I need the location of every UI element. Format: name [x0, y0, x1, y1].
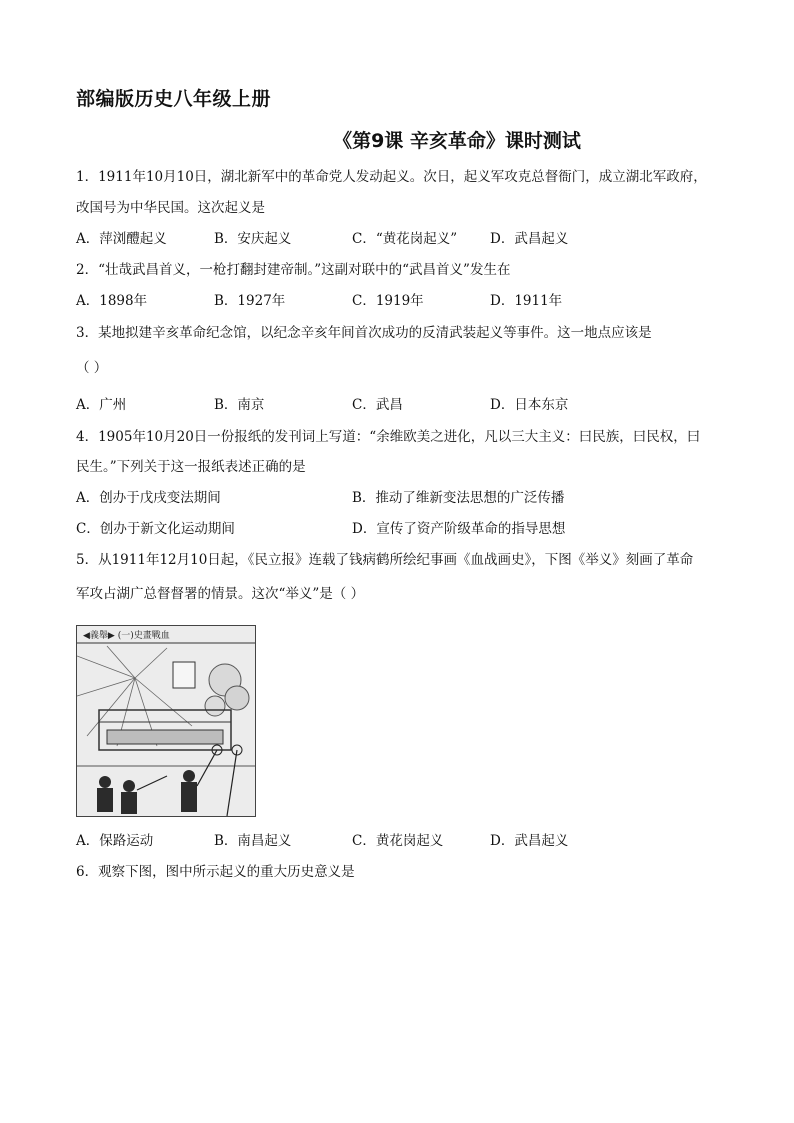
question-3-option-b: B．南京	[214, 397, 265, 413]
question-3-option-c: C．武昌	[352, 397, 403, 413]
question-2-option-a: A．1898年	[76, 293, 148, 309]
question-6-stem-line-1: 6．观察下图，图中所示起义的重大历史意义是	[76, 864, 355, 880]
question-2-option-c: C．1919年	[352, 293, 424, 309]
question-1-stem-line-1: 1．1911年10月10日，湖北新军中的革命党人发动起义。次日，起义军攻克总督衙门，成立湖北军政府，	[76, 169, 707, 185]
question-4-option-a: A．创办于戊戌变法期间	[76, 490, 221, 506]
question-3-option-d: D．日本东京	[490, 397, 569, 413]
document-header: 部编版历史八年级上册	[76, 88, 272, 110]
question-4-option-d: D．宣传了资产阶级革命的指导思想	[352, 521, 566, 537]
question-1-option-b: B．安庆起义	[214, 231, 292, 247]
question-5-stem-line-1: 5．从1911年12月10日起，《民立报》连载了钱病鹤所绘纪事画《血战画史》，下图《举义》刻画了革命	[76, 552, 694, 568]
question-5-option-a: A．保路运动	[76, 833, 154, 849]
question-5-option-c: C．黄花岗起义	[352, 833, 444, 849]
question-4-option-c: C．创办于新文化运动期间	[76, 521, 235, 537]
question-1-option-d: D．武昌起义	[490, 231, 569, 247]
question-2-option-d: D．1911年	[490, 293, 563, 309]
question-3-answer-blank: （ ）	[76, 360, 108, 376]
uprising-illustration	[76, 625, 256, 817]
question-4-stem-line-2: 民生。”下列关于这一报纸表述正确的是	[76, 459, 306, 475]
question-3-stem-line-1: 3．某地拟建辛亥革命纪念馆，以纪念辛亥年间首次成功的反清武装起义等事件。这一地点应该是	[76, 325, 652, 341]
question-3-option-a: A．广州	[76, 397, 127, 413]
question-4-stem-line-1: 4．1905年10月20日一份报纸的发刊词上写道：“余维欧美之进化，凡以三大主义：曰民族，曰民权，曰	[76, 429, 701, 445]
question-1-stem-line-2: 改国号为中华民国。这次起义是	[76, 200, 265, 216]
question-5-option-b: B．南昌起义	[214, 833, 292, 849]
illustration-caption: ◀義舉▶ (一)史畫戰血	[83, 631, 170, 641]
question-4-option-b: B．推动了维新变法思想的广泛传播	[352, 490, 565, 506]
question-5-option-d: D．武昌起义	[490, 833, 569, 849]
question-1-option-c: C．“黄花岗起义”	[352, 231, 458, 247]
question-2-stem-line-1: 2．“壮哉武昌首义，一枪打翻封建帝制。”这副对联中的“武昌首义”发生在	[76, 262, 511, 278]
question-2-option-b: B．1927年	[214, 293, 286, 309]
question-5-stem-line-2: 军攻占湖广总督督署的情景。这次“举义”是（ ）	[76, 586, 365, 602]
document-title: 《第9课 辛亥革命》课时测试	[333, 130, 581, 152]
question-1-option-a: A．萍浏醴起义	[76, 231, 167, 247]
